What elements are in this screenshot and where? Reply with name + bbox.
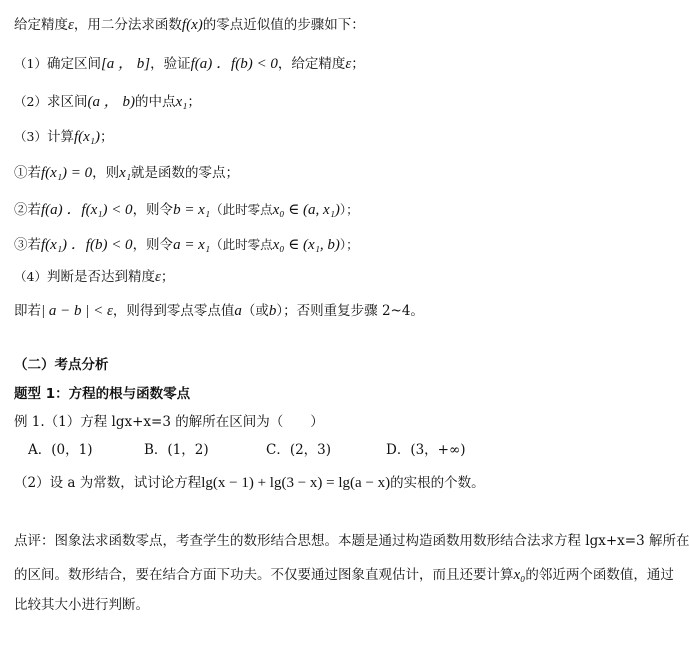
step-1-text: 确定区间: [46, 56, 101, 72]
symbol-a: a: [234, 303, 242, 319]
step-1-verify: ，验证: [150, 56, 191, 72]
fx1-symbol: f(x₁): [73, 129, 100, 145]
example-1-question-1: 例 1.（1）方程 lgx+x=3 的解所在区间为（ ）: [14, 414, 324, 430]
step-4: [14, 268, 630, 286]
option-c: C．(2，3): [266, 442, 332, 458]
case-2-zero-interval: x₀ ∈ (a, x₁): [272, 202, 340, 218]
epsilon-symbol: ε: [68, 17, 74, 33]
case-3-then: ，则令: [132, 237, 174, 253]
step-2-text: 求区间: [46, 94, 88, 110]
step-1-precision: ，给定精度: [277, 56, 346, 72]
comment-line-2: [14, 566, 674, 584]
case-1: [14, 164, 630, 182]
comment-line-3: 比较其大小进行判断。: [14, 597, 149, 613]
case-2-note: （此时零点: [210, 202, 273, 217]
step-2-interval: (a ， b): [87, 94, 135, 110]
step-3-text: 计算: [46, 129, 74, 145]
case-3-condition: f(x₁) ．f(b) < 0: [41, 237, 133, 253]
question-2-end: 的实根的个数。: [390, 475, 485, 491]
case-1-then: ，则: [92, 165, 120, 181]
option-a: A．(0，1): [28, 442, 93, 458]
conclusion-or: （或: [241, 303, 269, 319]
question-2-text: （2）设 a 为常数，试讨论方程: [14, 475, 202, 491]
case-1-result: 就是函数的零点；: [131, 165, 240, 181]
step-4-number: （4）: [14, 269, 47, 284]
punct: ）；: [339, 237, 359, 252]
case-2-mark: ②若: [14, 202, 41, 218]
option-d: D．(3，+∞): [386, 442, 466, 458]
step-1: [14, 55, 630, 73]
case-3-assign: a = x₁: [173, 237, 211, 253]
step-2-midpoint: 的中点: [134, 94, 176, 110]
punct: ；: [351, 56, 365, 72]
punct: ；: [99, 129, 114, 145]
x0-symbol: x₀: [513, 567, 526, 583]
case-3-note: （此时零点: [210, 237, 273, 252]
function-fx: f(x): [181, 17, 203, 33]
case-2-assign: b = x₁: [173, 202, 211, 218]
intro-line: [14, 16, 630, 34]
case-2: [14, 201, 630, 219]
comment-text-end: 的邻近两个函数值，通过: [525, 567, 674, 583]
x1-symbol: x₁: [175, 94, 188, 110]
case-3-mark: ③若: [14, 237, 41, 253]
step-1-interval: [a ， b]: [100, 56, 151, 72]
step-1-condition: f(a) ．f(b) < 0: [190, 56, 278, 72]
example-1-question-2: [14, 474, 630, 492]
option-b: B．(1，2): [144, 442, 209, 458]
step-3: [14, 128, 630, 146]
epsilon-symbol: ε: [345, 56, 352, 72]
conclusion-end: ）；否则重复步骤 2~4。: [276, 303, 424, 319]
question-2-equation: lg(x − 1) + lg(3 − x) = lg(a − x): [201, 475, 391, 491]
x1-symbol: x₁: [119, 165, 132, 181]
case-1-condition: f(x₁) = 0: [41, 165, 93, 181]
step-4-text: 判断是否达到精度: [46, 269, 155, 285]
step-1-number: （1）: [14, 56, 47, 71]
step-2-number: （2）: [14, 94, 47, 109]
punct: ；: [160, 269, 175, 285]
question-type-heading: 题型 1：方程的根与函数零点: [14, 386, 191, 402]
comment-line-1: 点评：图象法求函数零点，考查学生的数形结合思想。本题是通过构造函数用数形结合法求方程 lgx+x=3 解所在: [14, 533, 689, 549]
step-3-number: （3）: [14, 129, 47, 144]
conclusion-text: ，则得到零点零点值: [112, 303, 235, 319]
conclusion-condition: | a − b | < ε: [41, 303, 113, 319]
case-2-then: ，则令: [132, 202, 174, 218]
punct: ；: [187, 94, 201, 110]
intro-suffix: 的零点近似值的步骤如下：: [202, 17, 365, 33]
step-2: [14, 93, 630, 111]
epsilon-symbol: ε: [154, 269, 161, 285]
symbol-b: b: [268, 303, 277, 319]
case-2-condition: f(a) ．f(x₁) < 0: [41, 202, 133, 218]
conclusion-if: 即若: [14, 303, 41, 319]
section-heading: （二）考点分析: [14, 357, 109, 373]
case-3-zero-interval: x₀ ∈ (x₁, b): [272, 237, 340, 253]
case-3: [14, 236, 630, 254]
conclusion: [14, 302, 630, 320]
intro-prefix: 给定精度: [14, 17, 68, 33]
comment-text: 的区间。数形结合，要在结合方面下功夫。不仅要通过图象直观估计，而且还要计算: [14, 567, 514, 583]
case-1-mark: ①若: [14, 165, 41, 181]
intro-mid: ，用二分法求函数: [73, 17, 182, 33]
punct: ）；: [339, 202, 359, 217]
